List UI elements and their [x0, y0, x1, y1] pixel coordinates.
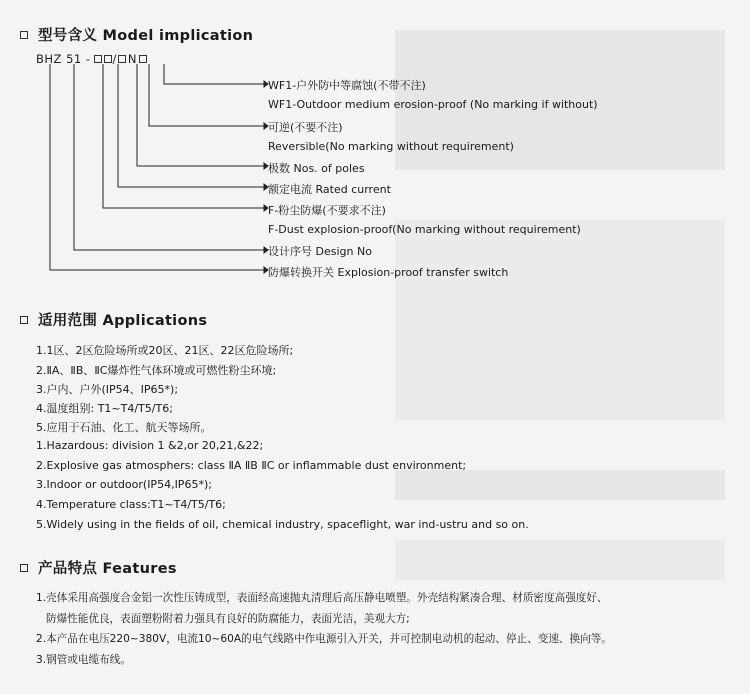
application-item-en-5: 5.Widely using in the fields of oil, chemical industry, spaceflight, war ind-ustru and so on. — [36, 518, 529, 531]
application-item-cn-3: 3.户内、户外(IP54、IP65*); — [36, 383, 179, 396]
model-label-reversible-en: Reversible(No marking without requirement) — [268, 140, 514, 153]
bullet-square-icon — [20, 564, 28, 572]
feature-item-1-continued: 防爆性能优良，表面塑粉附着力强具有良好的防腐能力，表面光洁，美观大方; — [46, 613, 410, 625]
feature-item-1: 1.壳体采用高强度合金铝一次性压铸成型，表面经高速抛丸清理后高压静电喷塑。外壳结构紧凑合理、材质密度高强度好、 — [36, 592, 608, 604]
model-section-heading: 型号含义 Model implication — [20, 24, 253, 45]
features-heading: 产品特点 Features — [20, 557, 177, 578]
model-label-poles: 极数 Nos. of poles — [268, 162, 365, 175]
application-item-en-3: 3.Indoor or outdoor(IP54,IP65*); — [36, 478, 212, 491]
model-code-letter: N — [127, 52, 137, 66]
model-label-wf1-cn: WF1-户外防中等腐蚀(不带不注) — [268, 79, 426, 92]
model-label-dust-cn: F-粉尘防爆(不要求不注) — [268, 204, 386, 217]
model-label-design-no: 设计序号 Design No — [268, 245, 372, 258]
bullet-square-icon — [20, 316, 28, 324]
model-label-dust-en: F-Dust explosion-proof(No marking without requirement) — [268, 223, 581, 236]
model-code-prefix: BHZ 51 - — [36, 52, 91, 66]
feature-item-3: 3.钢管或电缆布线。 — [36, 654, 131, 666]
model-label-rated-current: 额定电流 Rated current — [268, 183, 391, 196]
application-item-cn-2: 2.ⅡA、ⅡB、ⅡC爆炸性气体环境或可燃性粉尘环境; — [36, 364, 277, 377]
application-item-cn-4: 4.温度组别: T1~T4/T5/T6; — [36, 402, 173, 415]
application-item-en-4: 4.Temperature class:T1~T4/T5/T6; — [36, 498, 226, 511]
application-item-cn-5: 5.应用于石油、化工、航天等场所。 — [36, 421, 212, 434]
applications-heading: 适用范围 Applications — [20, 309, 207, 330]
model-label-transfer-switch: 防爆转换开关 Explosion-proof transfer switch — [268, 266, 509, 279]
model-label-wf1-en: WF1-Outdoor medium erosion-proof (No marking if without) — [268, 98, 598, 111]
application-item-en-2: 2.Explosive gas atmosphers: class ⅡA ⅡB ⅡC or inflammable dust environment; — [36, 459, 467, 472]
application-item-en-1: 1.Hazardous: division 1 &2,or 20,21,&22; — [36, 439, 264, 452]
feature-item-2: 2.本产品在电压220~380V，电流10~60A的电气线路中作电源引入开关，并可控制电动机的起动、停止、变速、换向等。 — [36, 633, 612, 645]
model-label-reversible-cn: 可逆(不要不注) — [268, 121, 343, 134]
application-item-cn-1: 1.1区、2区危险场所或20区、21区、22区危险场所; — [36, 344, 294, 357]
model-code-separator: / — [112, 52, 117, 66]
